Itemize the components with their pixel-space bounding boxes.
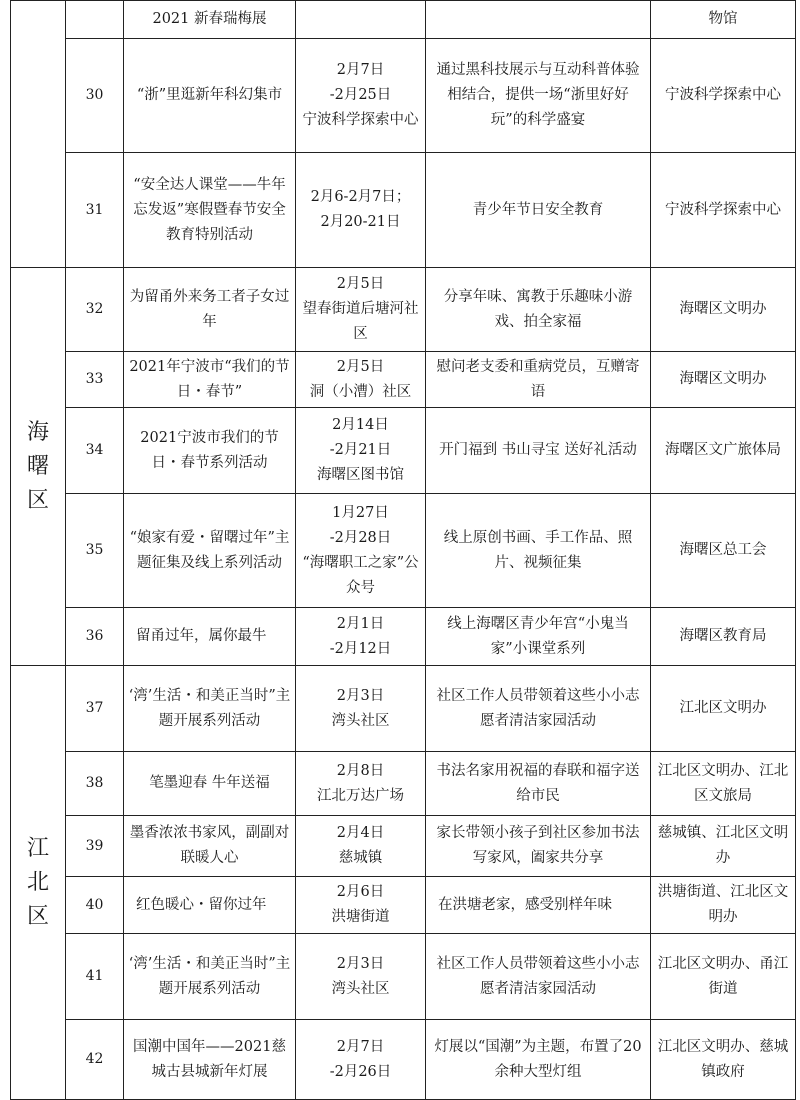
row-number: 36	[66, 608, 124, 666]
organizer: 宁波科学探索中心	[651, 39, 796, 153]
table-row	[11, 352, 796, 408]
activity-date-place: 2月5日 洞（小漕）社区	[296, 352, 426, 408]
table-row	[11, 408, 796, 494]
region-label: 海曙区	[26, 419, 49, 513]
activity-content: 线上海曙区青少年宫“小鬼当家”小课堂系列	[426, 608, 651, 666]
activity-name: 红色暖心・留你过年	[124, 877, 296, 934]
activity-date-place: 2月14日 -2月21日 海曙区图书馆	[296, 408, 426, 494]
table-row	[11, 877, 796, 934]
activity-content: 书法名家用祝福的春联和福字送给市民	[426, 752, 651, 816]
activity-date-place: 2月7日 -2月26日	[296, 1020, 426, 1100]
activity-name: 2021宁波市我们的节日・春节系列活动	[124, 408, 296, 494]
activity-name: “娘家有爱・留曙过年”主题征集及线上系列活动	[124, 494, 296, 608]
activity-date-place: 2月7日 -2月25日 宁波科学探索中心	[296, 39, 426, 153]
activity-name: 墨香浓浓书家风，副副对联暖人心	[124, 816, 296, 877]
organizer: 慈城镇、江北区文明办	[651, 816, 796, 877]
table-row	[11, 608, 796, 666]
organizer: 江北区文明办、江北区文旅局	[651, 752, 796, 816]
activity-date-place: 2月3日 湾头社区	[296, 666, 426, 752]
activity-content: 在洪塘老家，感受别样年味	[426, 877, 651, 934]
activity-content: 灯展以“国潮”为主题，布置了20余种大型灯组	[426, 1020, 651, 1100]
activity-date-place: 2月6日 洪塘街道	[296, 877, 426, 934]
organizer: 海曙区文广旅体局	[651, 408, 796, 494]
organizer: 海曙区文明办	[651, 268, 796, 352]
organizer: 江北区文明办	[651, 666, 796, 752]
table-row	[11, 1, 796, 39]
table-row	[11, 39, 796, 153]
organizer: 海曙区教育局	[651, 608, 796, 666]
activity-content: 通过黑科技展示与互动科普体验相结合，提供一场“浙里好好玩”的科学盛宴	[426, 39, 651, 153]
activity-name: “安全达人课堂——牛年忘发返”寒假暨春节安全教育特别活动	[124, 153, 296, 268]
row-number: 30	[66, 39, 124, 153]
activity-date-place: 2月1日 -2月12日	[296, 608, 426, 666]
activity-content: 社区工作人员带领着这些小小志愿者清洁家园活动	[426, 666, 651, 752]
activity-content: 开门福到 书山寻宝 送好礼活动	[426, 408, 651, 494]
activity-date-place: 2月3日 湾头社区	[296, 934, 426, 1020]
activity-date-place: 2月6-2月7日； 2月20-21日	[296, 153, 426, 268]
row-number: 33	[66, 352, 124, 408]
row-number: 38	[66, 752, 124, 816]
table-row	[11, 934, 796, 1020]
table-row	[11, 666, 796, 752]
activity-content: 社区工作人员带领着这些小小志愿者清洁家园活动	[426, 934, 651, 1020]
table-row	[11, 1020, 796, 1100]
activity-name: 留甬过年，属你最牛	[124, 608, 296, 666]
activity-name: 2021 新春瑞梅展	[124, 1, 296, 39]
activity-content: 慰问老支委和重病党员，互赠寄语	[426, 352, 651, 408]
activity-date-place: 2月4日 慈城镇	[296, 816, 426, 877]
region-cell	[11, 1, 66, 268]
activity-name: 2021年宁波市“我们的节日・春节”	[124, 352, 296, 408]
organizer: 江北区文明办、甬江街道	[651, 934, 796, 1020]
table-row	[11, 816, 796, 877]
row-number	[66, 1, 124, 39]
activity-date-place: 2月5日 望春街道后塘河社区	[296, 268, 426, 352]
activity-name: ‘湾’生活・和美正当时”主题开展系列活动	[124, 666, 296, 752]
activity-content: 家长带领小孩子到社区参加书法写家风，阖家共分享	[426, 816, 651, 877]
activity-name: 笔墨迎春 牛年送福	[124, 752, 296, 816]
region-label: 江北区	[26, 835, 49, 929]
row-number: 31	[66, 153, 124, 268]
row-number: 41	[66, 934, 124, 1020]
activity-content: 线上原创书画、手工作品、照片、视频征集	[426, 494, 651, 608]
table-row	[11, 268, 796, 352]
activity-date-place: 1月27日 -2月28日 “海曙职工之家”公众号	[296, 494, 426, 608]
activity-content	[426, 1, 651, 39]
row-number: 39	[66, 816, 124, 877]
activity-name: 国潮中国年——2021慈城古县城新年灯展	[124, 1020, 296, 1100]
region-jiangbei	[11, 666, 66, 1100]
table-row	[11, 494, 796, 608]
activity-table	[10, 0, 796, 1100]
organizer: 物馆	[651, 1, 796, 39]
organizer: 海曙区总工会	[651, 494, 796, 608]
organizer: 海曙区文明办	[651, 352, 796, 408]
row-number: 37	[66, 666, 124, 752]
activity-name: ‘湾’生活・和美正当时”主题开展系列活动	[124, 934, 296, 1020]
organizer: 洪塘街道、江北区文明办	[651, 877, 796, 934]
row-number: 40	[66, 877, 124, 934]
row-number: 32	[66, 268, 124, 352]
organizer: 江北区文明办、慈城镇政府	[651, 1020, 796, 1100]
activity-name: 为留甬外来务工者子女过年	[124, 268, 296, 352]
row-number: 35	[66, 494, 124, 608]
region-haishu	[11, 268, 66, 666]
table-row	[11, 752, 796, 816]
activity-name: “浙”里逛新年科幻集市	[124, 39, 296, 153]
activity-content: 分享年味、寓教于乐趣味小游戏、拍全家福	[426, 268, 651, 352]
activity-date-place	[296, 1, 426, 39]
table-row	[11, 153, 796, 268]
row-number: 42	[66, 1020, 124, 1100]
activity-date-place: 2月8日 江北万达广场	[296, 752, 426, 816]
organizer: 宁波科学探索中心	[651, 153, 796, 268]
row-number: 34	[66, 408, 124, 494]
activity-content: 青少年节日安全教育	[426, 153, 651, 268]
